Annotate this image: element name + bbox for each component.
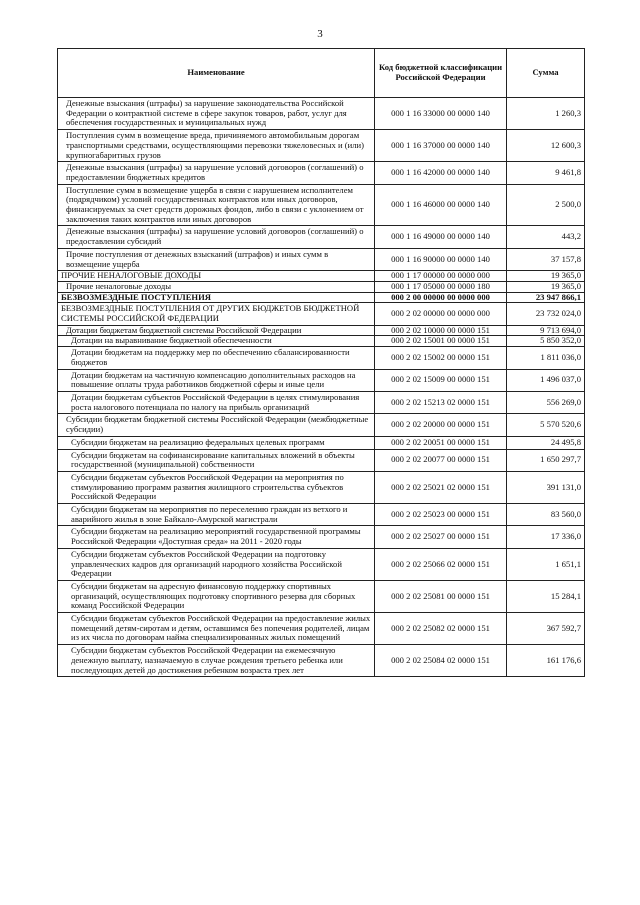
table-row: [58, 98, 585, 130]
row-code-cell: 000 2 02 15213 02 0000 151: [375, 391, 507, 413]
row-code-cell: 000 2 02 25081 00 0000 151: [375, 580, 507, 612]
row-name-cell: ПРОЧИЕ НЕНАЛОГОВЫЕ ДОХОДЫ: [58, 271, 375, 282]
row-sum-cell: 1 811 036,0: [507, 347, 585, 369]
row-code-cell: 000 2 02 15002 00 0000 151: [375, 347, 507, 369]
table-row: [58, 526, 585, 548]
row-code-cell: 000 1 17 00000 00 0000 000: [375, 271, 507, 282]
table-row: [58, 281, 585, 292]
table-row: [58, 613, 585, 645]
row-name-cell: Прочие неналоговые доходы: [58, 281, 375, 292]
row-code-cell: 000 1 16 42000 00 0000 140: [375, 162, 507, 184]
row-code-cell: 000 2 02 20000 00 0000 151: [375, 414, 507, 436]
row-sum-cell: 2 500,0: [507, 184, 585, 226]
row-name-cell: Денежные взыскания (штрафы) за нарушение условий договоров (соглашений) о предоставлении субсидий: [58, 226, 375, 248]
row-name-cell: Субсидии бюджетам на реализацию федеральных целевых программ: [58, 436, 375, 449]
table-row: [58, 248, 585, 270]
row-sum-cell: 83 560,0: [507, 504, 585, 526]
row-sum-cell: 15 284,1: [507, 580, 585, 612]
row-code-cell: 000 2 02 15001 00 0000 151: [375, 336, 507, 347]
row-sum-cell: 17 336,0: [507, 526, 585, 548]
row-code-cell: 000 2 02 25023 00 0000 151: [375, 504, 507, 526]
row-code-cell: 000 2 00 00000 00 0000 000: [375, 292, 507, 303]
row-name-cell: Субсидии бюджетам на реализацию мероприятий государственной программы Российской Федерации «Доступная среда» на 2011 - 2020 годы: [58, 526, 375, 548]
row-code-cell: 000 2 02 20077 00 0000 151: [375, 449, 507, 471]
budget-revenue-table: [57, 48, 585, 677]
row-sum-cell: 556 269,0: [507, 391, 585, 413]
row-name-cell: Субсидии бюджетам бюджетной системы Российской Федерации (межбюджетные субсидии): [58, 414, 375, 436]
table-row: [58, 414, 585, 436]
row-name-cell: Денежные взыскания (штрафы) за нарушение условий договоров (соглашений) о предоставлении бюджетных кредитов: [58, 162, 375, 184]
row-name-cell: Прочие поступления от денежных взысканий (штрафов) и иных сумм в возмещение ущерба: [58, 248, 375, 270]
row-sum-cell: 24 495,8: [507, 436, 585, 449]
row-name-cell: Дотации бюджетам бюджетной системы Российской Федерации: [58, 325, 375, 336]
header-code: Код бюджетной классификации Российской Федерации: [375, 49, 507, 98]
header-sum: Сумма: [507, 49, 585, 98]
table-row: [58, 347, 585, 369]
row-code-cell: 000 2 02 25082 02 0000 151: [375, 613, 507, 645]
table-row: [58, 645, 585, 677]
row-sum-cell: 161 176,6: [507, 645, 585, 677]
row-code-cell: 000 2 02 10000 00 0000 151: [375, 325, 507, 336]
row-code-cell: 000 2 02 15009 00 0000 151: [375, 369, 507, 391]
row-code-cell: 000 1 16 33000 00 0000 140: [375, 98, 507, 130]
row-code-cell: 000 2 02 25021 02 0000 151: [375, 471, 507, 503]
row-code-cell: 000 2 02 25084 02 0000 151: [375, 645, 507, 677]
table-header-row: [58, 49, 585, 98]
row-name-cell: Дотации на выравнивание бюджетной обеспеченности: [58, 336, 375, 347]
row-code-cell: 000 1 16 46000 00 0000 140: [375, 184, 507, 226]
row-name-cell: БЕЗВОЗМЕЗДНЫЕ ПОСТУПЛЕНИЯ: [58, 292, 375, 303]
row-sum-cell: 1 496 037,0: [507, 369, 585, 391]
row-name-cell: Дотации бюджетам субъектов Российской Федерации в целях стимулирования роста налогового потенциала по налогу на прибыль организаций: [58, 391, 375, 413]
row-sum-cell: 37 157,8: [507, 248, 585, 270]
row-name-cell: Субсидии бюджетам на мероприятия по переселению граждан из ветхого и аварийного жилья в зоне Байкало-Амурской магистрали: [58, 504, 375, 526]
row-sum-cell: 5 850 352,0: [507, 336, 585, 347]
row-code-cell: 000 1 16 49000 00 0000 140: [375, 226, 507, 248]
table-row: [58, 436, 585, 449]
table-body: [58, 98, 585, 677]
row-name-cell: Субсидии бюджетам субъектов Российской Федерации на подготовку управленческих кадров для организаций народного хозяйства Российской Федерации: [58, 548, 375, 580]
row-sum-cell: 9 461,8: [507, 162, 585, 184]
row-code-cell: 000 1 17 05000 00 0000 180: [375, 281, 507, 292]
row-name-cell: Дотации бюджетам на частичную компенсацию дополнительных расходов на повышение оплаты труда работников бюджетной сферы и иные цели: [58, 369, 375, 391]
table-row: [58, 162, 585, 184]
table-row: [58, 369, 585, 391]
row-name-cell: БЕЗВОЗМЕЗДНЫЕ ПОСТУПЛЕНИЯ ОТ ДРУГИХ БЮДЖЕТОВ БЮДЖЕТНОЙ СИСТЕМЫ РОССИЙСКОЙ ФЕДЕРАЦИИ: [58, 303, 375, 325]
row-code-cell: 000 1 16 90000 00 0000 140: [375, 248, 507, 270]
row-code-cell: 000 2 02 25066 02 0000 151: [375, 548, 507, 580]
row-sum-cell: 5 570 520,6: [507, 414, 585, 436]
table-row: [58, 184, 585, 226]
row-name-cell: Субсидии бюджетам на софинансирование капитальных вложений в объекты государственной (муниципальной) собственности: [58, 449, 375, 471]
row-sum-cell: 23 732 024,0: [507, 303, 585, 325]
table-row: [58, 226, 585, 248]
row-sum-cell: 1 651,1: [507, 548, 585, 580]
row-code-cell: 000 1 16 37000 00 0000 140: [375, 130, 507, 162]
row-name-cell: Поступление сумм в возмещение ущерба в связи с нарушением исполнителем (подрядчиком) условий государственных контрактов или иных договоров, финансируемых за счет средств дорожных фондов, либо в связи с уклонением от заключения таких контрактов или иных договоров: [58, 184, 375, 226]
row-sum-cell: 1 260,3: [507, 98, 585, 130]
table-row: [58, 548, 585, 580]
row-sum-cell: 23 947 866,1: [507, 292, 585, 303]
table-row: [58, 130, 585, 162]
table-row: [58, 471, 585, 503]
table-row: [58, 271, 585, 282]
table-row: [58, 504, 585, 526]
row-name-cell: Поступления сумм в возмещение вреда, причиняемого автомобильным дорогам транспортными средствами, осуществляющими перевозки тяжеловесных и (или) крупногабаритных грузов: [58, 130, 375, 162]
row-code-cell: 000 2 02 20051 00 0000 151: [375, 436, 507, 449]
table-row: [58, 449, 585, 471]
table-row: [58, 580, 585, 612]
table-row: [58, 292, 585, 303]
row-sum-cell: 443,2: [507, 226, 585, 248]
row-name-cell: Дотации бюджетам на поддержку мер по обеспечению сбалансированности бюджетов: [58, 347, 375, 369]
row-sum-cell: 1 650 297,7: [507, 449, 585, 471]
row-code-cell: 000 2 02 00000 00 0000 000: [375, 303, 507, 325]
row-code-cell: 000 2 02 25027 00 0000 151: [375, 526, 507, 548]
row-name-cell: Субсидии бюджетам на адресную финансовую поддержку спортивных организаций, осуществляющих подготовку спортивного резерва для сборных команд Российской Федерации: [58, 580, 375, 612]
row-sum-cell: 367 592,7: [507, 613, 585, 645]
row-name-cell: Субсидии бюджетам субъектов Российской Федерации на мероприятия по стимулированию программ развития жилищного строительства субъектов Российской Федерации: [58, 471, 375, 503]
row-name-cell: Денежные взыскания (штрафы) за нарушение законодательства Российской Федерации о контрактной системе в сфере закупок товаров, работ, услуг для обеспечения государственных и муниципальных нужд: [58, 98, 375, 130]
table-row: [58, 336, 585, 347]
row-sum-cell: 19 365,0: [507, 271, 585, 282]
header-name: Наименование: [58, 49, 375, 98]
page-number: 3: [317, 28, 323, 40]
row-name-cell: Субсидии бюджетам субъектов Российской Федерации на предоставление жилых помещений детям-сиротам и детям, оставшимся без попечения родителей, лицам из их числа по договорам найма специализированных жилых помещений: [58, 613, 375, 645]
row-sum-cell: 9 713 694,0: [507, 325, 585, 336]
table-row: [58, 325, 585, 336]
row-name-cell: Субсидии бюджетам субъектов Российской Федерации на ежемесячную денежную выплату, назначаемую в случае рождения третьего ребенка или последующих детей до достижения ребенком возраста трех лет: [58, 645, 375, 677]
table-row: [58, 391, 585, 413]
row-sum-cell: 19 365,0: [507, 281, 585, 292]
table-row: [58, 303, 585, 325]
row-sum-cell: 12 600,3: [507, 130, 585, 162]
row-sum-cell: 391 131,0: [507, 471, 585, 503]
